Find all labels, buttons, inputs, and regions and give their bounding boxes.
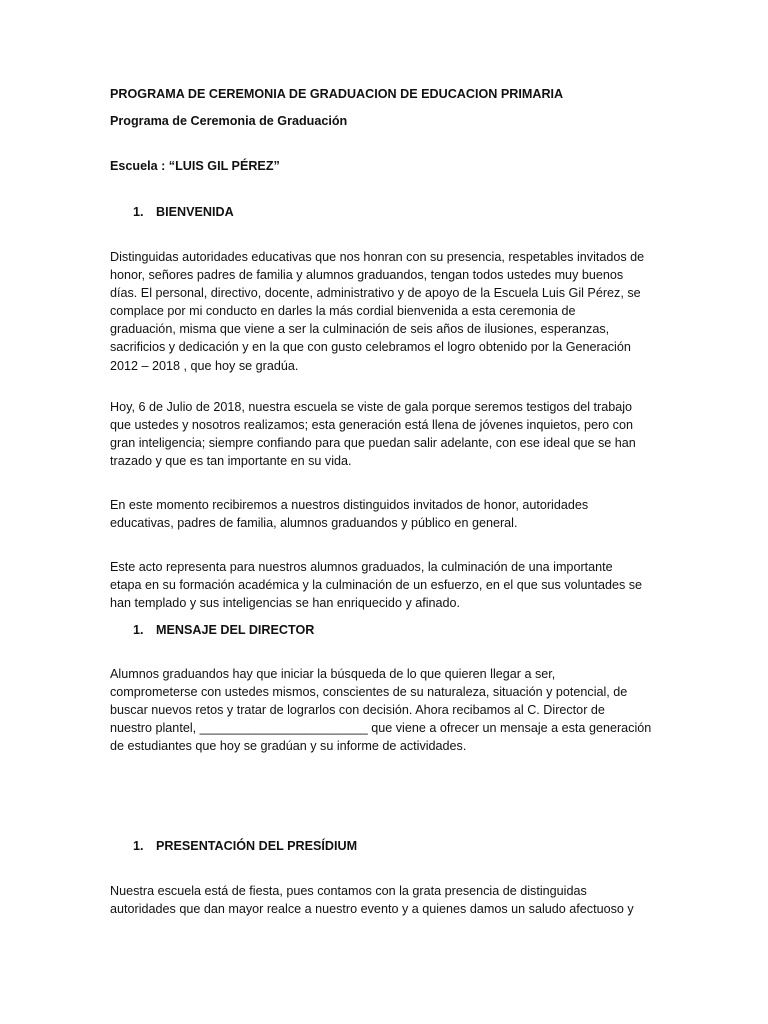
section-heading-bienvenida <box>133 203 234 221</box>
paragraph-line: Hoy, 6 de Julio de 2018, nuestra escuela se viste de gala porque seremos testigos del trabajo <box>110 400 633 414</box>
paragraph-line: días. El personal, directivo, docente, administrativo y de apoyo de la Escuela Luis Gil Pérez, se <box>110 286 641 301</box>
section-number: 1. <box>133 205 144 219</box>
paragraph-line: sacrificios y dedicación y en la que con gusto celebramos el logro obtenido por la Generación <box>110 340 631 355</box>
paragraph-line: buscar nuevos retos y tratar de lograrlos con decisión. Ahora recibamos al C. Director de <box>110 703 605 718</box>
paragraph <box>110 496 660 532</box>
paragraph-line: trazado y que es tan importante en su vida. <box>110 454 352 469</box>
section-title: BIENVENIDA <box>156 205 234 219</box>
paragraph-line: honor, señores padres de familia y alumnos graduandos, tengan todos ustedes muy buenos <box>110 268 624 283</box>
subtitle: Programa de Ceremonia de Graduación <box>110 114 348 128</box>
section-heading-presidium <box>133 837 357 855</box>
section-title: PRESENTACIÓN DEL PRESÍDIUM <box>156 839 358 853</box>
paragraph-line: graduación, misma que viene a ser la culminación de seis años de ilusiones, esperanzas, <box>110 322 610 337</box>
section-title: MENSAJE DEL DIRECTOR <box>156 623 315 637</box>
paragraph-line: Distinguidas autoridades educativas que nos honran con su presencia, respetables invitados de <box>110 250 645 264</box>
paragraph-line: comprometerse con ustedes mismos, conscientes de su naturaleza, situación y potencial, de <box>110 685 628 700</box>
paragraph <box>110 665 660 755</box>
main-title: PROGRAMA DE CEREMONIA DE GRADUACION DE EDUCACION PRIMARIA <box>110 87 564 101</box>
paragraph-line: Nuestra escuela está de fiesta, pues contamos con la grata presencia de distinguidas <box>110 884 587 898</box>
paragraph <box>110 558 660 612</box>
paragraph-line: complace por mi conducto en darles la más cordial bienvenida a esta ceremonia de <box>110 304 576 319</box>
paragraph-line: gran inteligencia; siempre confiando para que puedan salir adelante, con ese ideal que se han <box>110 436 636 451</box>
section-number: 1. <box>133 839 144 853</box>
paragraph-line: educativas, padres de familia, alumnos graduandos y público en general. <box>110 516 518 531</box>
paragraph-line: En este momento recibiremos a nuestros distinguidos invitados de honor, autoridades <box>110 498 589 512</box>
paragraph-line: 2012 – 2018 , que hoy se gradúa. <box>110 358 299 373</box>
section-number: 1. <box>133 623 144 637</box>
paragraph-line: autoridades que dan mayor realce a nuestro evento y a quienes damos un saludo afectuoso y <box>110 902 634 917</box>
paragraph <box>110 248 660 375</box>
paragraph-line: que ustedes y nosotros realizamos; esta generación está llena de jóvenes inquietos, pero con <box>110 418 633 433</box>
section-heading-mensaje-director <box>133 621 314 639</box>
paragraph-line: Este acto representa para nuestros alumnos graduados, la culminación de una importante <box>110 560 613 574</box>
paragraph-line: de estudiantes que hoy se gradúan y su informe de actividades. <box>110 739 467 754</box>
paragraph <box>110 882 660 918</box>
paragraph-line: Alumnos graduandos hay que iniciar la búsqueda de lo que quieren llegar a ser, <box>110 667 556 681</box>
paragraph-line: etapa en su formación académica y la culminación de un esfuerzo, en el que sus voluntades se <box>110 578 643 593</box>
paragraph-line: nuestro plantel, ________________________ que viene a ofrecer un mensaje a esta generación <box>110 721 652 736</box>
paragraph <box>110 398 660 470</box>
school-name: Escuela : “LUIS GIL PÉREZ” <box>110 159 280 173</box>
paragraph-line: han templado y sus inteligencias se han enriquecido y afinado. <box>110 596 461 611</box>
